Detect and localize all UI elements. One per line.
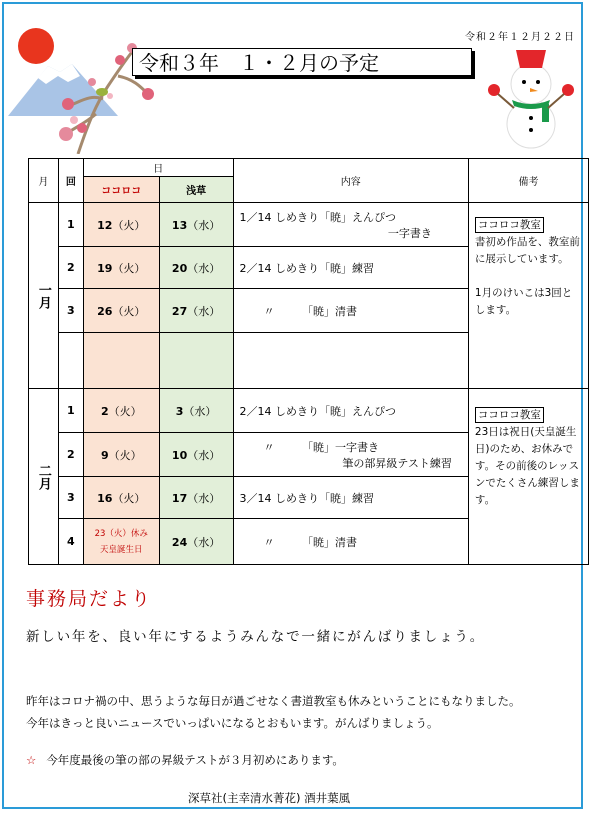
asakusa-date: 24（水）: [159, 519, 233, 565]
kokoro-date: 26（火）: [83, 289, 159, 333]
schedule-table: [28, 158, 589, 565]
remarks-january: [468, 203, 588, 389]
snowman-icon: [486, 42, 576, 152]
round-number: 2: [58, 247, 83, 289]
header-asakusa: 浅草: [159, 177, 233, 203]
round-number: 1: [58, 203, 83, 247]
remarks-text: 1月のけいこは3回とします。: [474, 287, 573, 316]
header-month: 月: [29, 159, 59, 203]
round-number: [58, 333, 83, 389]
content-cell: 1／14 しめきり「暁」えんぴつ 一字書き: [233, 203, 468, 247]
news-paragraph: [26, 690, 566, 734]
remarks-text: 書初め作品を、教室前に展示しています。: [474, 236, 580, 265]
round-number: 4: [58, 519, 83, 565]
note-text: 今年度最後の筆の部の昇級テストが３月初めにあります。: [46, 753, 344, 767]
news-line: 今年はきっと良いニュースでいっぱいになるとおもいます。がんばりましょう。: [26, 716, 439, 730]
kokoro-holiday: 23（火）休み 天皇誕生日: [83, 519, 159, 565]
content-cell: 〃 「暁」清書: [233, 289, 468, 333]
header-day: 日: [83, 159, 233, 177]
header-kokoro: ココロコ: [83, 177, 159, 203]
remarks-label: ココロコ教室: [475, 217, 544, 233]
issue-date: 令和２年１２月２２日: [465, 32, 575, 43]
kokoro-date: 19（火）: [83, 247, 159, 289]
fuji-plum-illustration: [8, 24, 158, 154]
asakusa-date: 13（水）: [159, 203, 233, 247]
round-number: 1: [58, 389, 83, 433]
kokoro-date: 12（火）: [83, 203, 159, 247]
content-cell: 〃 「暁」一字書き 筆の部昇級テスト練習: [233, 433, 468, 477]
news-lead: 新しい年を、良い年にするようみんなで一緒にがんばりましょう。: [26, 629, 485, 645]
round-number: 3: [58, 477, 83, 519]
asakusa-date: 27（水）: [159, 289, 233, 333]
asakusa-date: 3（水）: [159, 389, 233, 433]
content-cell: [233, 333, 468, 389]
asakusa-date: 20（水）: [159, 247, 233, 289]
month-january: 一月: [29, 203, 59, 389]
news-note: [26, 752, 344, 768]
kokoro-date: [83, 333, 159, 389]
header-round: 回: [58, 159, 83, 203]
kokoro-date: 9（火）: [83, 433, 159, 477]
news-line: 昨年はコロナ禍の中、思うような毎日が過ごせなく書道教室も休みということにもなりました。: [26, 694, 521, 708]
signature: 深草社(主幸清水菁花) 酒井葉風: [188, 791, 351, 805]
table-row: [29, 203, 589, 247]
asakusa-date: 17（水）: [159, 477, 233, 519]
news-heading: 事務局だより: [26, 588, 153, 610]
round-number: 3: [58, 289, 83, 333]
content-cell: 2／14 しめきり「暁」練習: [233, 247, 468, 289]
page-title: 令和３年 １・２月の予定: [132, 48, 472, 76]
asakusa-date: 10（水）: [159, 433, 233, 477]
asakusa-date: [159, 333, 233, 389]
header-remarks: 備考: [468, 159, 588, 203]
kokoro-date: 16（火）: [83, 477, 159, 519]
round-number: 2: [58, 433, 83, 477]
star-icon: ☆: [26, 753, 37, 767]
content-cell: 〃 「暁」清書: [233, 519, 468, 565]
content-cell: 3／14 しめきり「暁」練習: [233, 477, 468, 519]
header-content: 内容: [233, 159, 468, 203]
remarks-text: 23日は祝日(天皇誕生日)のため、お休みです。その前後のレッスンでたくさん練習します。: [474, 426, 580, 506]
remarks-label: ココロコ教室: [475, 407, 544, 423]
kokoro-date: 2（火）: [83, 389, 159, 433]
table-row: [29, 389, 589, 433]
content-cell: 2／14 しめきり「暁」えんぴつ: [233, 389, 468, 433]
month-february: 二月: [29, 389, 59, 565]
remarks-february: [468, 389, 588, 565]
